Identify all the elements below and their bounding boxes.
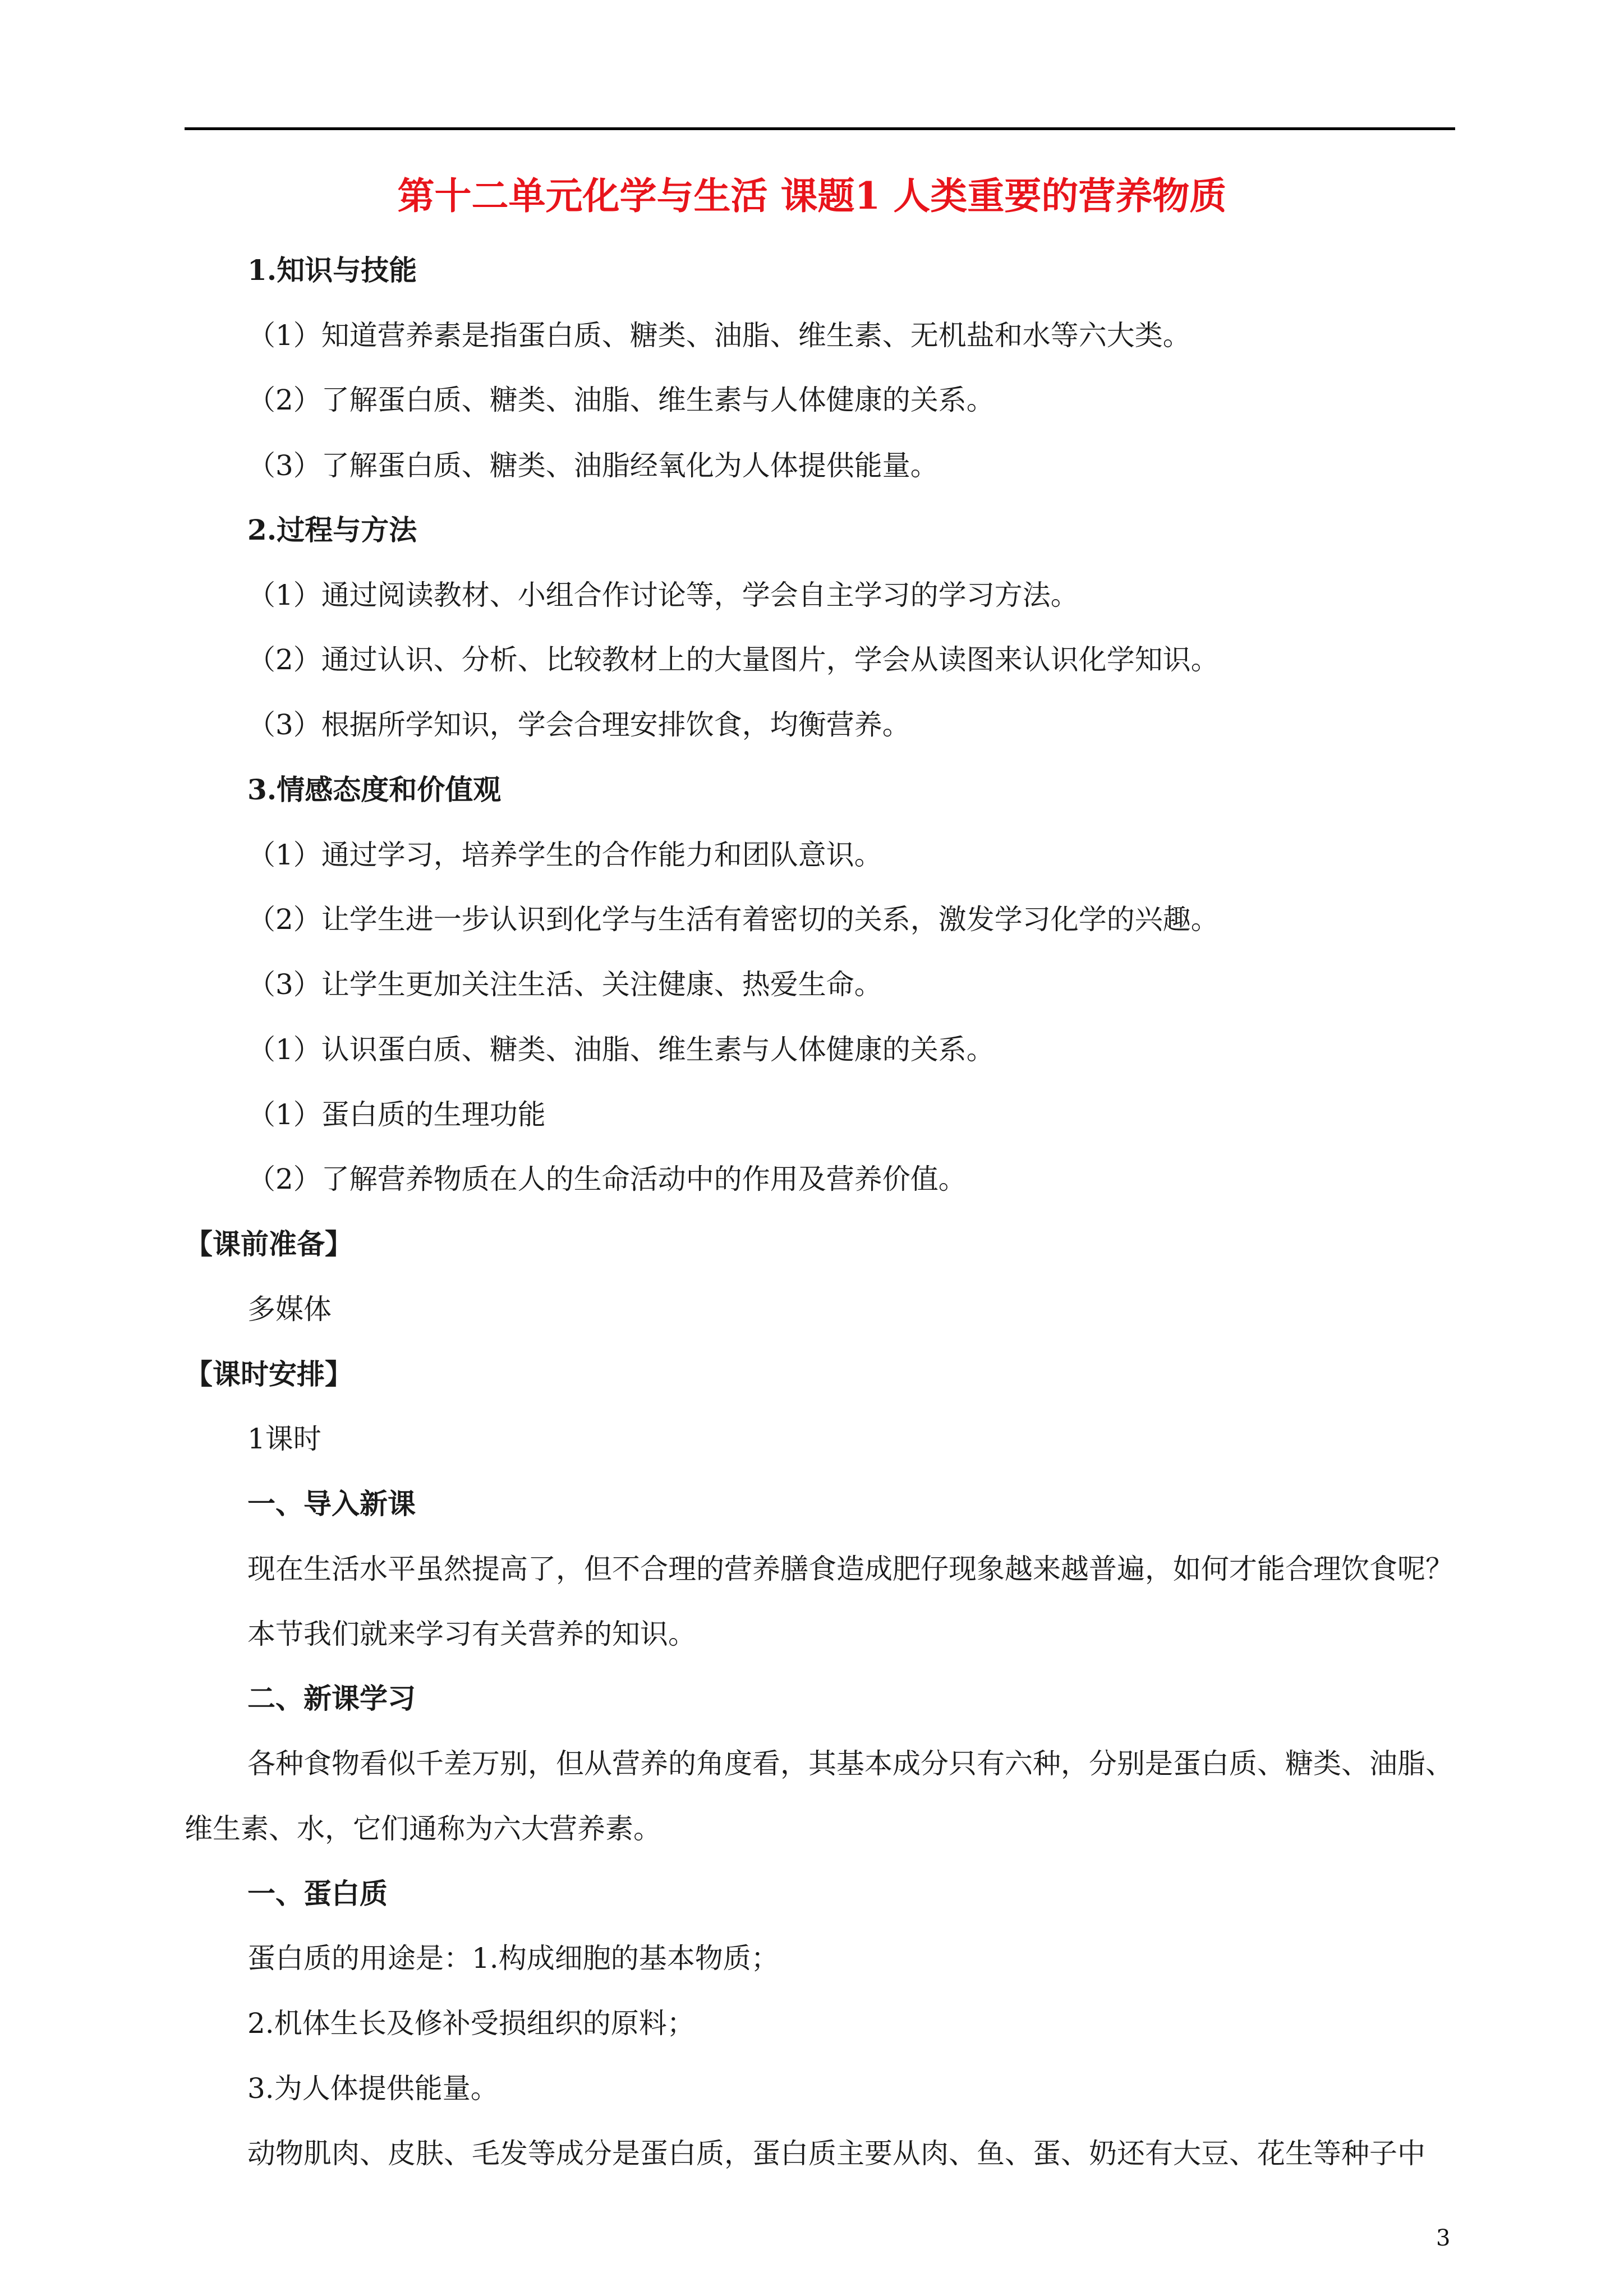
paragraph-line: 2.机体生长及修补受损组织的原料； — [247, 2007, 695, 2040]
paragraph-line: 蛋白质的用途是：1.构成细胞的基本物质； — [247, 1942, 779, 1975]
paragraph-line: （1）知道营养素是指蛋白质、糖类、油脂、维生素、无机盐和水等六大类。 — [247, 319, 1191, 352]
paragraph-line: （3）根据所学知识，学会合理安排饮食，均衡营养。 — [247, 708, 910, 741]
paragraph-line: （2）了解营养物质在人的生命活动中的作用及营养价值。 — [247, 1163, 967, 1195]
paragraph-line: 动物肌肉、皮肤、毛发等成分是蛋白质，蛋白质主要从肉、鱼、蛋、奶还有大豆、花生等种子中 — [247, 2137, 1425, 2170]
paragraph-line: 1课时 — [247, 1423, 321, 1455]
section-heading: 1.知识与技能 — [247, 254, 417, 287]
paragraph-line: （1）通过学习，培养学生的合作能力和团队意识。 — [247, 839, 882, 871]
section-heading: 【课时安排】 — [185, 1358, 353, 1391]
section-heading: 3.情感态度和价值观 — [247, 773, 502, 806]
paragraph-line: （3）了解蛋白质、糖类、油脂经氧化为人体提供能量。 — [247, 449, 938, 482]
paragraph-line: （1）通过阅读教材、小组合作讨论等，学会自主学习的学习方法。 — [247, 579, 1079, 611]
paragraph-line: （3）让学生更加关注生活、关注健康、热爱生命。 — [247, 968, 882, 1001]
paragraph-line: 本节我们就来学习有关营养的知识。 — [247, 1618, 696, 1650]
header-rule — [185, 127, 1455, 130]
paragraph-line: （1）蛋白质的生理功能 — [247, 1098, 546, 1131]
section-heading: 一、导入新课 — [247, 1487, 416, 1520]
paragraph-line: 各种食物看似千差万别，但从营养的角度看，其基本成分只有六种，分别是蛋白质、糖类、油脂、 — [247, 1747, 1453, 1780]
paragraph-line: 现在生活水平虽然提高了，但不合理的营养膳食造成肥仔现象越来越普遍，如何才能合理饮食呢？ — [247, 1553, 1453, 1585]
section-heading: 【课前准备】 — [185, 1227, 353, 1260]
section-heading: 2.过程与方法 — [247, 513, 417, 546]
section-heading: 一、蛋白质 — [247, 1877, 388, 1910]
page-title: 第十二单元化学与生活 课题1 人类重要的营养物质 — [397, 174, 1227, 218]
section-heading: 二、新课学习 — [247, 1682, 416, 1715]
page-number: 3 — [1436, 2225, 1451, 2251]
paragraph-line: （2）让学生进一步认识到化学与生活有着密切的关系，激发学习化学的兴趣。 — [247, 903, 1219, 936]
paragraph-line: （1）认识蛋白质、糖类、油脂、维生素与人体健康的关系。 — [247, 1033, 995, 1066]
paragraph-line: 维生素、水，它们通称为六大营养素。 — [185, 1812, 661, 1845]
paragraph-line: 3.为人体提供能量。 — [247, 2072, 499, 2105]
paragraph-line: （2）通过认识、分析、比较教材上的大量图片，学会从读图来认识化学知识。 — [247, 643, 1219, 676]
paragraph-line: （2）了解蛋白质、糖类、油脂、维生素与人体健康的关系。 — [247, 384, 995, 416]
paragraph-line: 多媒体 — [247, 1293, 332, 1326]
